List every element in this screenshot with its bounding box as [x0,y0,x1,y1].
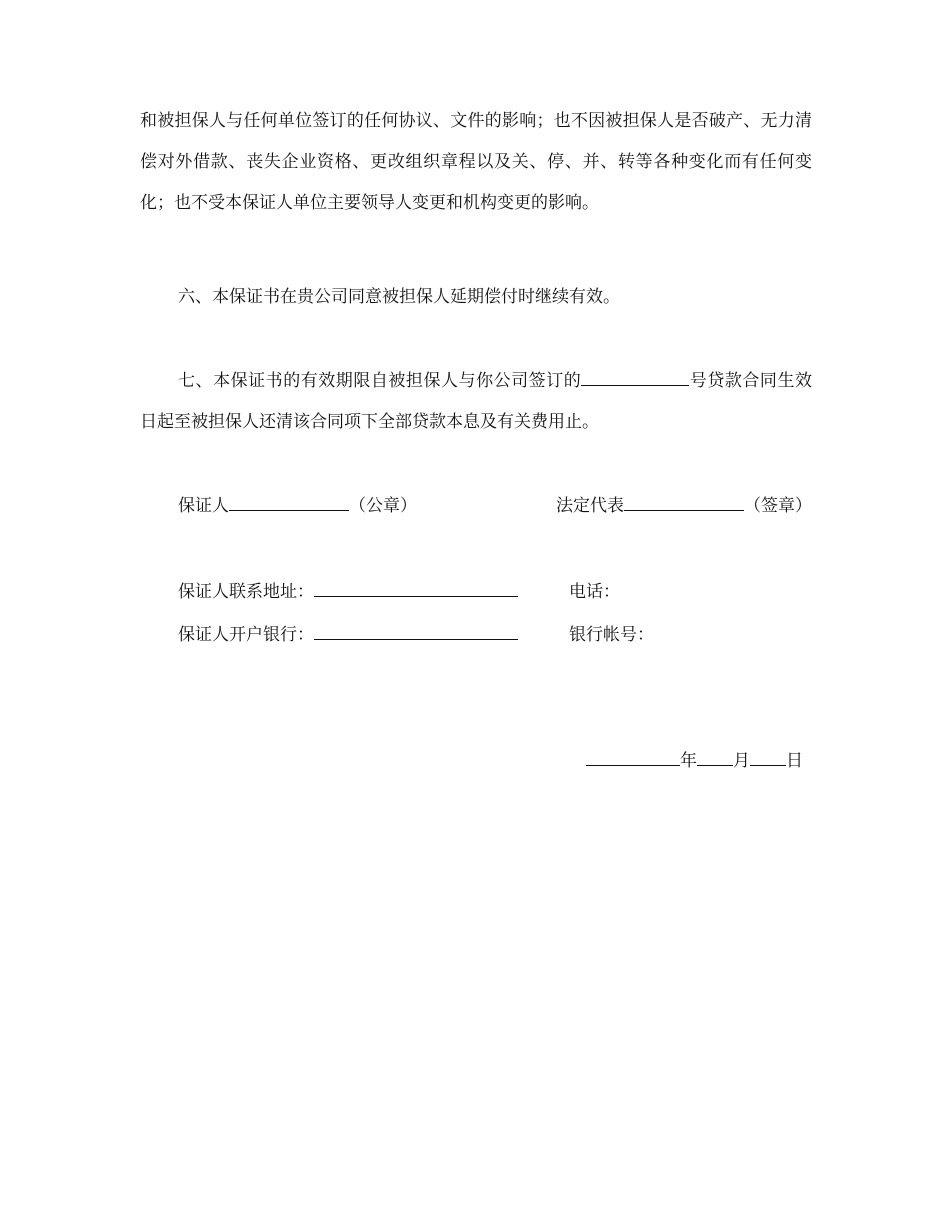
clause-seven-text-after-blank: 号贷款合同生效日起至被担保人还清该合同项下全部贷款本息及有关费用止。 [140,371,812,432]
year-label: 年 [680,751,697,771]
guarantor-address-line [178,580,518,604]
guarantor-bank-line [178,623,518,647]
legal-representative-label: 法定代表 [556,496,624,516]
guarantor-signature-line [178,494,417,518]
guarantor-bank-label: 保证人开户银行： [178,625,314,645]
day-label: 日 [786,751,803,771]
guarantor-seal-label: （公章） [349,496,417,516]
month-label: 月 [733,751,750,771]
phone-line [569,580,620,604]
continuation-paragraph: 和被担保人与任何单位签订的任何协议、文件的影响；也不因被担保人是否破产、无力清偿对外借款、丧失企业资格、更改组织章程以及关、停、并、转等各种变化而有任何变化；也不受本保证人单位主要领导人变更和机构变更的影响。 [140,111,812,213]
year-blank [586,750,680,766]
legal-representative-signature-line [556,494,812,518]
date-line [586,749,803,773]
phone-label: 电话： [569,582,620,602]
clause-seven-text-before-blank: 七、本保证书的有效期限自被担保人与你公司签订的 [178,371,582,391]
legal-representative-seal-label: （签章） [744,496,812,516]
guarantor-bank-blank [314,624,518,640]
guarantor-address-label: 保证人联系地址： [178,582,314,602]
guarantor-address-blank [314,581,518,597]
bank-account-label: 银行帐号： [569,625,654,645]
guarantor-signature-blank [229,495,349,511]
clause-seven-paragraph [140,361,812,443]
clause-six-paragraph: 六、本保证书在贵公司同意被担保人延期偿付时继续有效。 [178,287,620,307]
legal-representative-signature-blank [624,495,744,511]
contract-number-blank [581,370,689,386]
month-blank [697,750,733,766]
day-blank [750,750,786,766]
bank-account-line [569,623,654,647]
guarantor-label: 保证人 [178,496,229,516]
